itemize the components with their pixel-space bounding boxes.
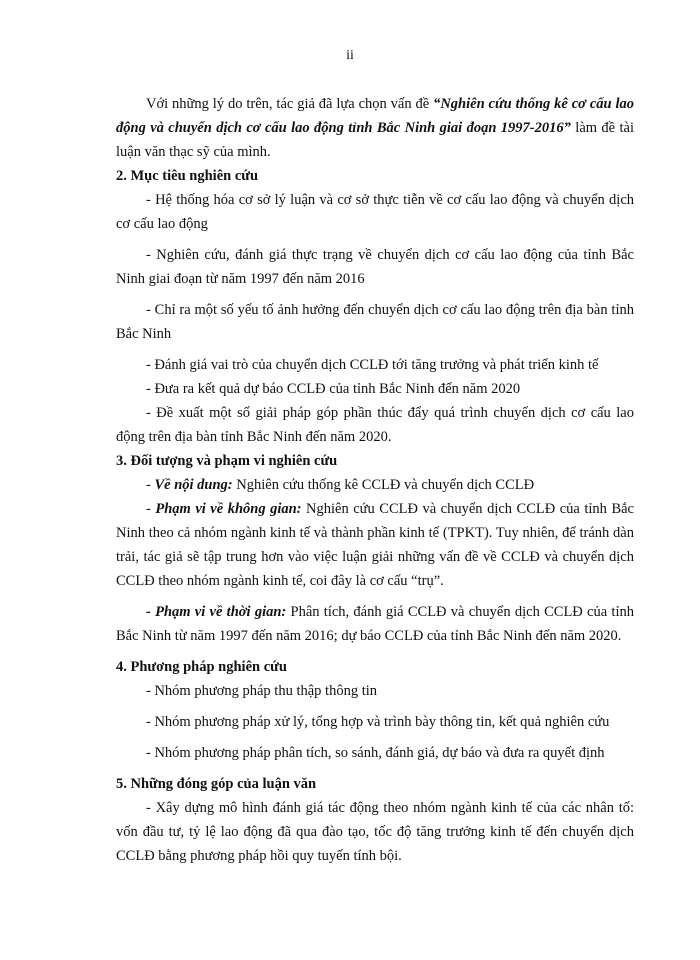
- spacer: [116, 593, 634, 600]
- list-item: - Nhóm phương pháp phân tích, so sánh, đánh giá, dự báo và đưa ra quyết định: [146, 745, 605, 761]
- spacer: [116, 291, 634, 298]
- thesis-title: “Nghiên cứu thống kê cơ cấu lao động và chuyển dịch cơ cấu lao động tỉnh Bắc Ninh giai đoạn 1997-2016”: [116, 96, 635, 136]
- scope-prefix: -: [146, 477, 155, 493]
- section-heading-objectives: 2. Mục tiêu nghiên cứu: [116, 168, 259, 184]
- intro-text-before: Với những lý do trên, tác giả đã lựa chọn vấn đề: [146, 96, 434, 112]
- section-heading-methods: 4. Phương pháp nghiên cứu: [116, 659, 287, 675]
- scope-text: Phân tích, đánh giá CCLĐ và chuyển dịch CCLĐ của tỉnh Bắc Ninh từ năm 1997 đến năm 2016; dự báo CCLĐ của tỉnh Bắc Ninh đến năm 2020.: [116, 604, 634, 644]
- section-heading-scope: 3. Đối tượng và phạm vi nghiên cứu: [116, 453, 338, 469]
- list-item: - Nhóm phương pháp xử lý, tổng hợp và trình bày thông tin, kết quả nghiên cứu: [146, 714, 610, 730]
- spacer: [116, 346, 634, 353]
- section-heading-contributions: 5. Những đóng góp của luận văn: [116, 776, 317, 792]
- scope-text: Nghiên cứu CCLĐ và chuyển dịch CCLĐ của tỉnh Bắc Ninh theo cả nhóm ngành kinh tế và thành phần kinh tế (TPKT). Tuy nhiên, để tránh dàn trải, tác giả sẽ tập trung hơn vào việc luận giải những vấn đề về CCLĐ và chuyển dịch CCLĐ theo nhóm ngành kinh tế, coi đây là cơ cấu “trụ”.: [116, 501, 634, 589]
- spacer: [116, 236, 634, 243]
- list-item: - Xây dựng mô hình đánh giá tác động theo nhóm ngành kinh tế của các nhân tố: vốn đầu tư, tỷ lệ lao động đã qua đào tạo, tốc độ tăng trưởng kinh tế đến chuyển dịch CCLĐ bằng phương pháp hồi quy tuyến tính bội.: [116, 800, 634, 864]
- page-number: ii: [346, 48, 354, 63]
- list-item: - Đề xuất một số giải pháp góp phần thúc đẩy quá trình chuyển dịch cơ cấu lao động trên địa bàn tỉnh Bắc Ninh đến năm 2020.: [116, 405, 634, 445]
- scope-prefix: -: [146, 501, 156, 517]
- scope-label-space: Phạm vi về không gian:: [155, 501, 302, 517]
- list-item: - Đưa ra kết quả dự báo CCLĐ của tỉnh Bắc Ninh đến năm 2020: [146, 381, 521, 397]
- scope-time: [116, 600, 634, 648]
- spacer: [116, 765, 634, 772]
- intro-paragraph: [116, 92, 634, 164]
- document-body: [116, 92, 634, 868]
- list-item: - Hệ thống hóa cơ sở lý luận và cơ sở thực tiễn về cơ cấu lao động và chuyển dịch cơ cấu lao động: [116, 192, 634, 232]
- spacer: [116, 648, 634, 655]
- list-item: - Nghiên cứu, đánh giá thực trạng về chuyển dịch cơ cấu lao động của tỉnh Bắc Ninh giai đoạn từ năm 1997 đến năm 2016: [116, 247, 634, 287]
- list-item: - Nhóm phương pháp thu thập thông tin: [146, 683, 377, 699]
- list-item: - Đánh giá vai trò của chuyển dịch CCLĐ tới tăng trưởng và phát triển kinh tế: [146, 357, 599, 373]
- list-item: - Chỉ ra một số yếu tố ảnh hưởng đến chuyển dịch cơ cấu lao động trên địa bàn tỉnh Bắc Ninh: [116, 302, 634, 342]
- scope-text: Nghiên cứu thống kê CCLĐ và chuyển dịch CCLĐ: [232, 477, 535, 493]
- intro-text-after: làm đề tài luận văn thạc sỹ của mình.: [116, 120, 635, 160]
- scope-label-content: Về nội dung:: [154, 477, 233, 493]
- scope-label-time: - Phạm vi về thời gian:: [146, 604, 287, 620]
- scope-content: [116, 473, 634, 497]
- spacer: [116, 703, 634, 710]
- scope-space: [116, 497, 634, 593]
- spacer: [116, 734, 634, 741]
